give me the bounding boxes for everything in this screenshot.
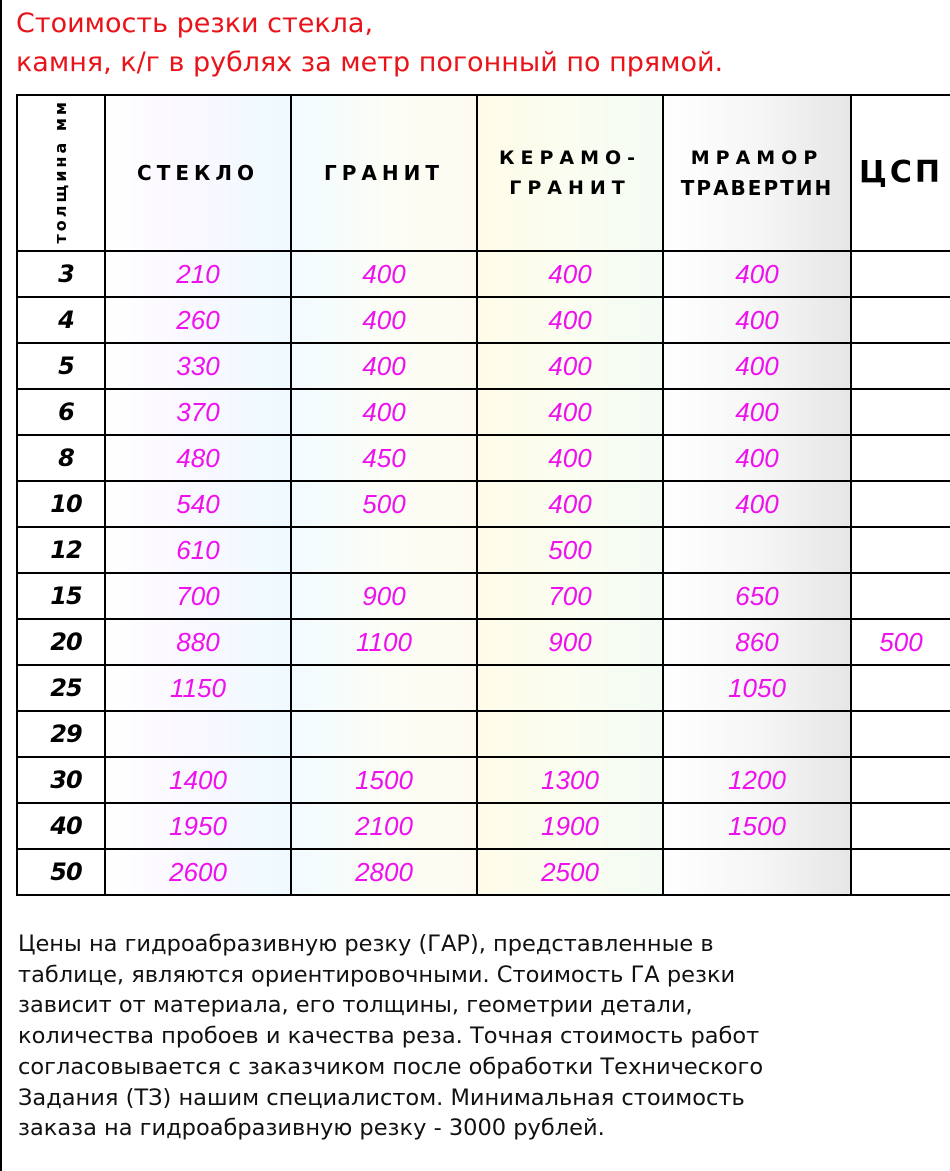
thickness-cell: 3 <box>17 251 105 297</box>
csp-price-cell <box>851 251 950 297</box>
title-line-1: Стоимость резки стекла, <box>16 8 374 39</box>
table-row <box>17 619 950 665</box>
marble-price-cell <box>663 527 851 573</box>
marble-header-line-2: ТРАВЕРТИН <box>680 176 834 200</box>
thickness-header-cell <box>17 95 105 251</box>
table-row <box>17 665 950 711</box>
marble-price-cell: 400 <box>663 389 851 435</box>
granite-price-cell: 900 <box>291 573 477 619</box>
csp-header: ЦСП <box>859 155 943 190</box>
thickness-cell: 15 <box>17 573 105 619</box>
ceramogranite-price-cell: 400 <box>477 251 663 297</box>
csp-price-cell <box>851 665 950 711</box>
marble-price-cell: 400 <box>663 297 851 343</box>
marble-price-cell: 400 <box>663 435 851 481</box>
title-line-2: камня, к/г в рублях за метр погонный по прямой. <box>16 47 724 78</box>
table-row <box>17 389 950 435</box>
glass-price-cell: 1150 <box>105 665 291 711</box>
glass-price-cell: 1400 <box>105 757 291 803</box>
glass-price-cell: 880 <box>105 619 291 665</box>
table-row <box>17 527 950 573</box>
granite-price-cell: 2800 <box>291 849 477 895</box>
glass-price-cell: 540 <box>105 481 291 527</box>
thickness-cell: 20 <box>17 619 105 665</box>
glass-price-cell: 700 <box>105 573 291 619</box>
ceramogranite-price-cell <box>477 711 663 757</box>
ceramogranite-header-line-2: ГРАНИТ <box>509 177 631 199</box>
left-border-line <box>0 0 2 1171</box>
thickness-cell: 10 <box>17 481 105 527</box>
csp-price-cell <box>851 803 950 849</box>
csp-price-cell <box>851 389 950 435</box>
granite-header-cell <box>291 95 477 251</box>
csp-price-cell <box>851 711 950 757</box>
ceramogranite-price-cell: 400 <box>477 481 663 527</box>
table-row <box>17 803 950 849</box>
granite-price-cell <box>291 711 477 757</box>
thickness-cell: 12 <box>17 527 105 573</box>
table-row <box>17 849 950 895</box>
table-row <box>17 435 950 481</box>
glass-price-cell: 480 <box>105 435 291 481</box>
ceramogranite-price-cell: 1300 <box>477 757 663 803</box>
thickness-cell: 5 <box>17 343 105 389</box>
marble-price-cell: 400 <box>663 481 851 527</box>
table-row <box>17 573 950 619</box>
marble-price-cell: 1500 <box>663 803 851 849</box>
marble-price-cell: 1200 <box>663 757 851 803</box>
thickness-cell: 25 <box>17 665 105 711</box>
table-row <box>17 757 950 803</box>
table-row <box>17 251 950 297</box>
marble-price-cell: 860 <box>663 619 851 665</box>
ceramogranite-price-cell: 400 <box>477 297 663 343</box>
granite-price-cell <box>291 665 477 711</box>
description-line: Цены на гидроабразивную резку (ГАР), представленные в <box>18 931 714 957</box>
marble-price-cell <box>663 711 851 757</box>
granite-price-cell <box>291 527 477 573</box>
csp-header-cell <box>851 95 950 251</box>
csp-price-cell <box>851 435 950 481</box>
table-row <box>17 343 950 389</box>
marble-price-cell <box>663 849 851 895</box>
granite-price-cell: 400 <box>291 251 477 297</box>
csp-price-cell <box>851 573 950 619</box>
thickness-cell: 8 <box>17 435 105 481</box>
csp-price-cell <box>851 343 950 389</box>
ceramogranite-price-cell: 1900 <box>477 803 663 849</box>
granite-price-cell: 500 <box>291 481 477 527</box>
ceramogranite-header-line-1: КЕРАМО- <box>498 147 642 169</box>
ceramogranite-header-cell <box>477 95 663 251</box>
glass-header: СТЕКЛО <box>137 161 259 185</box>
glass-price-cell: 610 <box>105 527 291 573</box>
granite-price-cell: 400 <box>291 343 477 389</box>
glass-price-cell: 2600 <box>105 849 291 895</box>
csp-price-cell <box>851 849 950 895</box>
granite-price-cell: 2100 <box>291 803 477 849</box>
description-line: таблице, являются ориентировочными. Стоимость ГА резки <box>18 961 736 988</box>
table-body <box>17 251 950 895</box>
table-row <box>17 711 950 757</box>
thickness-cell: 40 <box>17 803 105 849</box>
granite-price-cell: 450 <box>291 435 477 481</box>
ceramogranite-price-cell: 400 <box>477 389 663 435</box>
marble-price-cell: 650 <box>663 573 851 619</box>
marble-header-cell <box>663 95 851 251</box>
description-line: заказа на гидроабразивную резку - 3000 рублей. <box>18 1115 605 1142</box>
price-table <box>16 94 950 896</box>
table-header-row <box>17 95 950 251</box>
marble-price-cell: 400 <box>663 343 851 389</box>
marble-price-cell: 400 <box>663 251 851 297</box>
csp-price-cell <box>851 481 950 527</box>
csp-price-cell <box>851 297 950 343</box>
description-line: количества пробоев и качества реза. Точная стоимость работ <box>18 1023 760 1050</box>
glass-price-cell: 210 <box>105 251 291 297</box>
ceramogranite-price-cell: 400 <box>477 435 663 481</box>
marble-price-cell: 1050 <box>663 665 851 711</box>
granite-price-cell: 1500 <box>291 757 477 803</box>
table-row <box>17 481 950 527</box>
thickness-cell: 4 <box>17 297 105 343</box>
ceramogranite-price-cell <box>477 665 663 711</box>
description-line: согласовывается с заказчиком после обработки Технического <box>18 1053 764 1080</box>
glass-price-cell: 370 <box>105 389 291 435</box>
ceramogranite-price-cell: 900 <box>477 619 663 665</box>
ceramogranite-price-cell: 700 <box>477 573 663 619</box>
glass-price-cell: 260 <box>105 297 291 343</box>
description-text <box>18 929 918 1144</box>
thickness-cell: 30 <box>17 757 105 803</box>
glass-price-cell: 1950 <box>105 803 291 849</box>
csp-price-cell <box>851 527 950 573</box>
csp-price-cell <box>851 757 950 803</box>
csp-price-cell: 500 <box>851 619 950 665</box>
page-title <box>16 4 936 82</box>
glass-price-cell: 330 <box>105 343 291 389</box>
glass-header-cell <box>105 95 291 251</box>
granite-price-cell: 400 <box>291 297 477 343</box>
thickness-header: толщина мм <box>51 98 70 244</box>
description-line: зависит от материала, его толщины, геометрии детали, <box>18 992 693 1019</box>
granite-price-cell: 400 <box>291 389 477 435</box>
ceramogranite-price-cell: 2500 <box>477 849 663 895</box>
glass-price-cell <box>105 711 291 757</box>
ceramogranite-price-cell: 400 <box>477 343 663 389</box>
granite-header: ГРАНИТ <box>324 161 444 185</box>
table-row <box>17 297 950 343</box>
thickness-cell: 50 <box>17 849 105 895</box>
ceramogranite-price-cell: 500 <box>477 527 663 573</box>
marble-header-line-1: МРАМОР <box>690 147 824 169</box>
thickness-cell: 6 <box>17 389 105 435</box>
granite-price-cell: 1100 <box>291 619 477 665</box>
description-line: Задания (ТЗ) нашим специалистом. Минимальная стоимость <box>18 1084 745 1111</box>
thickness-cell: 29 <box>17 711 105 757</box>
